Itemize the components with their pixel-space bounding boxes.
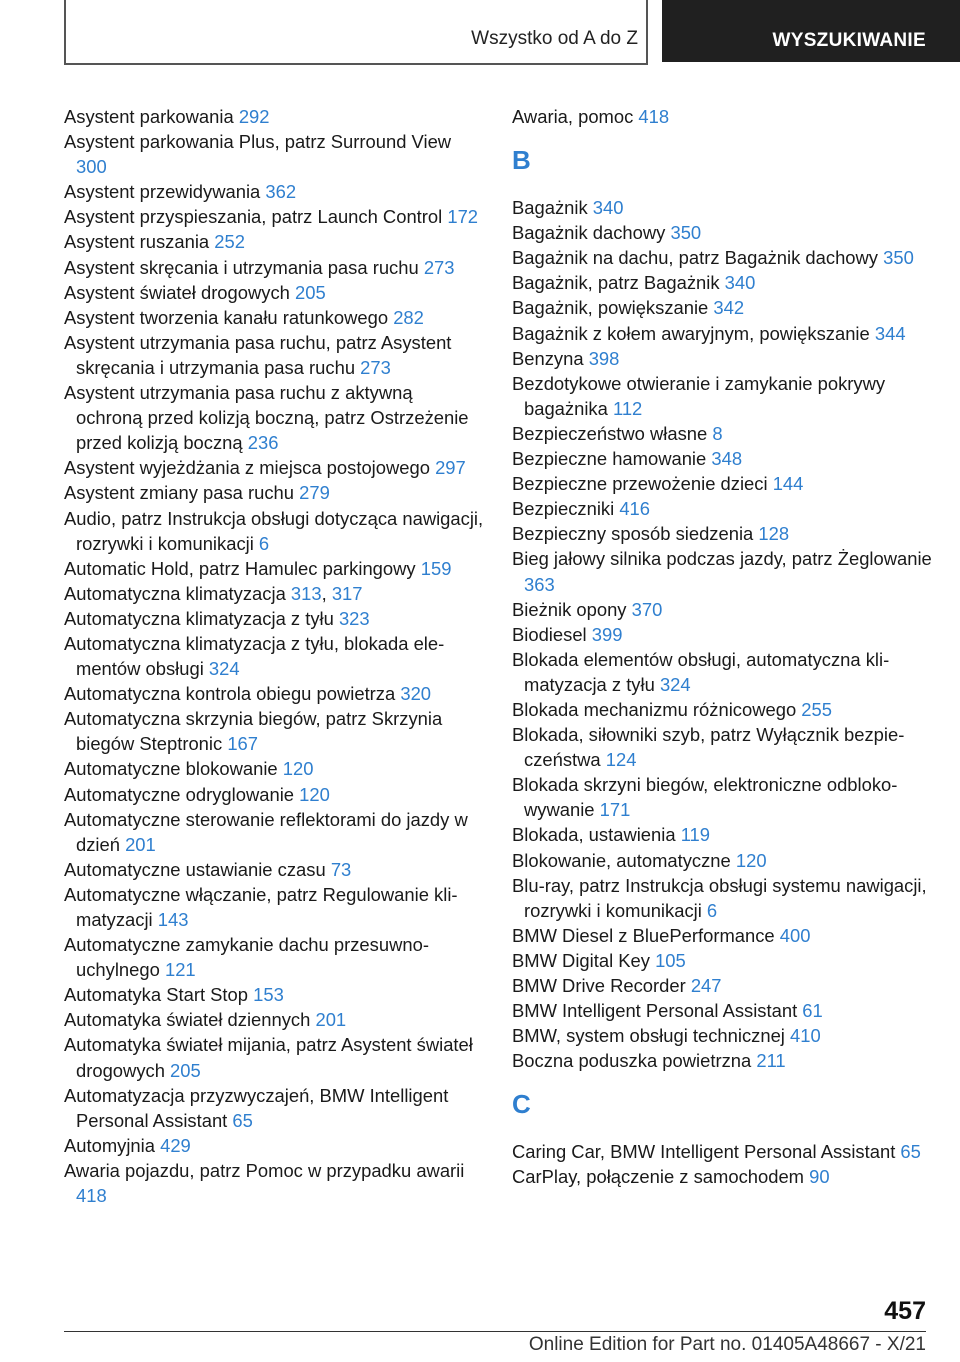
header-search-tab-label[interactable]: WYSZUKIWANIE [772, 30, 926, 51]
index-entry [512, 923, 932, 948]
entry-list-b [512, 195, 932, 1073]
index-entry-term: Asystent przewidywania [64, 181, 266, 203]
page-reference-link[interactable]: 297 [435, 457, 466, 479]
index-entry-term: Awaria, pomoc [512, 106, 639, 127]
page-reference-link[interactable]: 205 [170, 1059, 201, 1081]
letter-heading-b: B [512, 145, 531, 176]
page-reference-link[interactable]: 73 [330, 858, 352, 880]
page-reference-link[interactable]: 171 [599, 799, 631, 821]
index-entry-term: Asystent parkowania Plus, patrz Surround View [64, 131, 452, 153]
index-entry [64, 631, 484, 681]
index-entry-term: Automatyczna kontrola obiegu powietrza [64, 683, 401, 705]
page-reference-link[interactable]: 273 [423, 256, 455, 278]
page-reference-link[interactable]: 398 [588, 347, 620, 369]
index-entry [64, 1083, 484, 1133]
page-reference-link[interactable]: 121 [164, 959, 196, 981]
index-entry [512, 1139, 932, 1164]
index-entry-term: Automatyka Start Stop [64, 984, 254, 1006]
header-left-rule [64, 0, 66, 64]
index-entry [512, 104, 932, 129]
page-reference-link[interactable]: 120 [282, 758, 314, 780]
index-entry [512, 647, 932, 697]
index-entry [64, 204, 484, 229]
index-entry-term: Automyjnia [64, 1134, 161, 1156]
page-reference-link[interactable]: 205 [295, 281, 326, 303]
index-entry-term: Automatyczna klimatyzacja z tyłu [64, 607, 339, 629]
index-entry-term: Bieg jałowy silnika podczas jazdy, patrz Żeglowanie [512, 548, 932, 570]
page-reference-link[interactable]: 300 [76, 156, 107, 178]
index-entry [512, 346, 932, 371]
index-entry [64, 1158, 484, 1208]
index-entry [64, 681, 484, 706]
index-entry-term: Asystent zmiany pasa ruchu [64, 482, 300, 504]
header-bottom-rule [64, 63, 648, 65]
index-entry [512, 948, 932, 973]
page-reference-link[interactable]: 6 [258, 532, 270, 554]
index-entry [512, 195, 932, 220]
index-entry [512, 697, 932, 722]
index-entry [64, 480, 484, 505]
index-entry [512, 998, 932, 1023]
page-reference-link[interactable]: 399 [591, 623, 623, 645]
index-entry-term: Biodiesel [512, 623, 592, 645]
index-entry [512, 848, 932, 873]
entry-list-c [512, 1139, 932, 1189]
page-reference-link[interactable]: 344 [874, 322, 906, 344]
page-reference-link[interactable]: 201 [125, 833, 156, 855]
letter-heading-c: C [512, 1089, 531, 1120]
page-reference-link[interactable]: 61 [802, 1000, 823, 1022]
index-entry [512, 220, 932, 245]
page-reference-link[interactable]: 350 [883, 247, 914, 269]
index-entry-term: Automatyczne odryglowanie [64, 783, 300, 805]
index-entry [512, 873, 932, 923]
page-reference-link[interactable]: 65 [232, 1109, 253, 1131]
index-entry-term: Boczna poduszka powietrzna [512, 1050, 757, 1072]
entry-list-a-cont [512, 104, 932, 129]
index-entry-term: Automatyczne ustawianie czasu [64, 858, 331, 880]
page-reference-link[interactable]: 342 [713, 297, 745, 319]
index-entry-term: Blokowanie, automatyczne [512, 849, 736, 871]
page-reference-link[interactable]: 124 [605, 749, 637, 771]
page-reference-link[interactable]: 201 [315, 1009, 347, 1031]
index-entry-term: Bezpieczeństwo własne [512, 422, 713, 444]
page-reference-link[interactable]: 348 [711, 448, 743, 470]
page-reference-link[interactable]: 362 [265, 181, 297, 203]
index-entry [64, 455, 484, 480]
index-entry-term: Bezdotykowe otwieranie i zamykanie pokrywy bagażnika [512, 372, 886, 419]
header-divider [646, 0, 648, 64]
index-entry-term: Automatyzacja przyzwyczajeń, BMW Intelligent Personal Assistant [64, 1084, 449, 1131]
index-column-right [512, 104, 932, 1190]
index-entry [64, 982, 484, 1007]
footer-rule [64, 1331, 926, 1332]
page-reference-link[interactable]: 370 [631, 598, 663, 620]
page-reference-link[interactable]: 120 [299, 783, 330, 805]
index-entry [512, 1023, 932, 1048]
index-entry-term: Bagażnik, powiększanie [512, 297, 714, 319]
index-entry [512, 421, 932, 446]
index-entry-term: Audio, patrz Instrukcja obsługi dotycząca nawigacji, rozrywki i komunikacji [64, 507, 484, 554]
index-entry [64, 1032, 484, 1082]
index-entry-term: Bagażnik na dachu, patrz Bagażnik dachowy [512, 247, 884, 269]
index-entry-term: Asystent ruszania [64, 231, 215, 253]
index-entry-term: Bieżnik opony [512, 598, 632, 620]
index-entry-term: Benzyna [512, 347, 589, 369]
page-reference-link[interactable]: 6 [706, 899, 718, 921]
page-reference-link[interactable]: 400 [779, 924, 811, 946]
index-entry [512, 546, 932, 596]
page-reference-link[interactable]: 313 [290, 582, 322, 604]
header-section-title: Wszystko od A do Z [471, 28, 638, 49]
index-entry-term: Blokada mechanizmu różnicowego [512, 698, 802, 720]
index-entry [64, 1133, 484, 1158]
index-entry [64, 882, 484, 932]
page-reference-link[interactable]: 418 [638, 106, 670, 127]
page-reference-link[interactable]: 320 [400, 683, 432, 705]
index-entry-term: Asystent tworzenia kanału ratunkowego [64, 306, 394, 328]
page-reference-link[interactable]: 323 [338, 607, 370, 629]
index-entry-term: Automatyczna skrzynia biegów, patrz Skrzynia biegów Steptronic [64, 708, 443, 755]
page-reference-link[interactable]: 143 [157, 909, 189, 930]
index-entry [64, 380, 484, 455]
index-entry [64, 1007, 484, 1032]
index-entry [64, 706, 484, 756]
index-entry-term: Bezpieczniki [512, 498, 620, 520]
index-entry [64, 606, 484, 631]
index-entry [512, 496, 932, 521]
page-number: 457 [884, 1297, 926, 1325]
index-entry-term: Bagażnik dachowy [512, 222, 671, 244]
index-entry [64, 305, 484, 330]
index-entry [64, 280, 484, 305]
index-entry [64, 255, 484, 280]
page-reference-link[interactable]: 279 [299, 482, 330, 504]
index-entry-term: CarPlay, połączenie z samochodem [512, 1166, 810, 1188]
index-entry-term: BMW, system obsługi technicznej [512, 1025, 791, 1047]
index-entry-term: BMW Intelligent Personal Assistant [512, 1000, 803, 1022]
index-entry [64, 857, 484, 882]
index-entry [64, 506, 484, 556]
index-entry-term: Automatyczne włączanie, patrz Regulowanie klimatyzacji [64, 883, 458, 930]
page-reference-link[interactable]: 292 [238, 106, 270, 127]
index-entry [64, 782, 484, 807]
page-reference-link[interactable]: 120 [735, 849, 767, 871]
page-reference-link[interactable]: 317 [331, 582, 363, 604]
index-entry-term: BMW Diesel z BluePerformance [512, 924, 780, 946]
index-entry-term: Asystent parkowania [64, 106, 239, 127]
index-entry-term: Bagażnik z kołem awaryjnym, powiększanie [512, 322, 875, 344]
page-reference-link[interactable]: 153 [253, 984, 284, 1006]
index-entry [512, 722, 932, 772]
page-reference-link[interactable]: 159 [420, 557, 452, 579]
index-entry-term: Asystent przyspieszania, patrz Launch Control [64, 206, 448, 228]
index-entry [512, 270, 932, 295]
page-reference-link[interactable]: 247 [690, 975, 722, 996]
page-reference-link[interactable]: 172 [447, 206, 479, 228]
page-reference-link[interactable]: 429 [160, 1134, 191, 1156]
index-entry [512, 1048, 932, 1073]
index-entry-term: Automatyczne sterowanie reflektorami do jazdy w dzień [64, 808, 468, 855]
page-reference-link[interactable]: 324 [208, 658, 240, 680]
index-entry [64, 932, 484, 982]
index-entry-term: Asystent utrzymania pasa ruchu z aktywną ochroną przed kolizją boczną, patrz Ostrzeżenie przed kolizją boczną [64, 382, 469, 454]
index-entry [64, 104, 484, 129]
page-reference-link[interactable]: 65 [900, 1141, 921, 1163]
index-entry-term: Blu-ray, patrz Instrukcja obsługi systemu nawigacji, rozrywki i komunikacji [512, 874, 927, 921]
index-entry [64, 229, 484, 254]
index-entry-term: Blokada skrzyni biegów, elektroniczne odblokowywanie [512, 774, 898, 821]
index-entry-term: Asystent wyjeżdżania z miejsca postojowego [64, 457, 436, 479]
index-entry [512, 371, 932, 421]
index-entry-term: Asystent utrzymania pasa ruchu, patrz Asystent skręcania i utrzymania pasa ruchu [64, 331, 452, 378]
page-reference-link[interactable]: 119 [680, 824, 711, 846]
entry-list-a [64, 104, 484, 1208]
page-reference-link[interactable]: 112 [612, 397, 643, 419]
index-entry-term: Automatyczna klimatyzacja [64, 582, 291, 604]
page-reference-link[interactable]: 144 [772, 473, 804, 495]
page-reference-link[interactable]: 211 [756, 1050, 786, 1072]
page-reference-link[interactable]: 416 [619, 498, 651, 520]
index-entry-term: Awaria pojazdu, patrz Pomoc w przypadku awarii [64, 1159, 465, 1181]
page-reference-link[interactable]: 128 [758, 523, 790, 545]
page-reference-link[interactable]: 410 [790, 1025, 821, 1047]
index-entry [512, 973, 932, 998]
index-entry [512, 295, 932, 320]
index-entry-term: Bezpieczne hamowanie [512, 448, 712, 470]
index-entry-term: Asystent świateł drogowych [64, 281, 296, 303]
page-reference-link[interactable]: 273 [360, 356, 391, 378]
page-reference-link[interactable]: 363 [524, 573, 555, 595]
index-entry [512, 471, 932, 496]
index-entry-term: BMW Digital Key [512, 949, 656, 971]
index-entry [64, 756, 484, 781]
index-entry [512, 245, 932, 270]
page-reference-link[interactable]: 167 [227, 733, 258, 755]
index-entry-term: Automatyczne zamykanie dachu przesuwnouchylnego [64, 934, 429, 981]
index-entry [64, 556, 484, 581]
index-entry-term: Bezpieczne przewożenie dzieci [512, 473, 773, 495]
index-entry-term: Bezpieczny sposób siedzenia [512, 523, 759, 545]
index-entry-term: Automatyczne blokowanie [64, 758, 283, 780]
index-entry [512, 446, 932, 471]
page-reference-link[interactable]: 90 [809, 1166, 830, 1188]
index-entry-term: Bagażnik [512, 197, 593, 219]
page-reference-link[interactable]: 105 [655, 949, 686, 971]
page-reference-link[interactable]: 340 [724, 272, 756, 294]
index-entry-term: Blokada, ustawienia [512, 824, 681, 846]
index-entry [512, 622, 932, 647]
index-entry [512, 321, 932, 346]
index-entry-term: Automatyka świateł dziennych [64, 1009, 316, 1031]
page-reference-link[interactable]: 8 [712, 422, 723, 444]
index-entry-term: Automatyka świateł mijania, patrz Asystent świateł drogowych [64, 1034, 473, 1081]
footer-edition: Online Edition for Part no. 01405A48667 - X/21 [528, 1334, 926, 1355]
index-entry [64, 179, 484, 204]
index-entry [512, 597, 932, 622]
index-entry [512, 521, 932, 546]
index-entry [64, 581, 484, 606]
page-reference-link[interactable]: 236 [247, 432, 279, 454]
index-entry-term: Asystent skręcania i utrzymania pasa ruchu [64, 256, 424, 278]
page-separator: , [321, 582, 332, 604]
index-entry [512, 772, 932, 822]
index-entry [64, 807, 484, 857]
index-column-left [64, 104, 484, 1208]
page-reference-link[interactable]: 418 [76, 1185, 107, 1207]
page-reference-link[interactable]: 350 [670, 222, 702, 244]
index-entry [512, 1164, 932, 1189]
index-entry-term: Blokada, siłowniki szyb, patrz Wyłącznik bezpieczeństwa [512, 724, 905, 771]
page-reference-link[interactable]: 282 [393, 306, 424, 328]
page-reference-link[interactable]: 252 [214, 231, 245, 253]
index-entry [512, 822, 932, 847]
index-entry-term: Automatic Hold, patrz Hamulec parkingowy [64, 557, 421, 579]
index-entry-term: Bagażnik, patrz Bagażnik [512, 272, 725, 294]
index-entry [64, 129, 484, 179]
index-entry-term: BMW Drive Recorder [512, 975, 691, 996]
index-entry-term: Automatyczna klimatyzacja z tyłu, blokada elementów obsługi [64, 632, 445, 680]
index-entry-term: Blokada elementów obsługi, automatyczna klimatyzacja z tyłu [512, 648, 890, 695]
index-entry [64, 330, 484, 380]
page-reference-link[interactable]: 255 [801, 698, 832, 720]
page-reference-link[interactable]: 324 [659, 673, 691, 695]
page-reference-link[interactable]: 340 [592, 197, 624, 219]
index-entry-term: Caring Car, BMW Intelligent Personal Assistant [512, 1141, 901, 1163]
